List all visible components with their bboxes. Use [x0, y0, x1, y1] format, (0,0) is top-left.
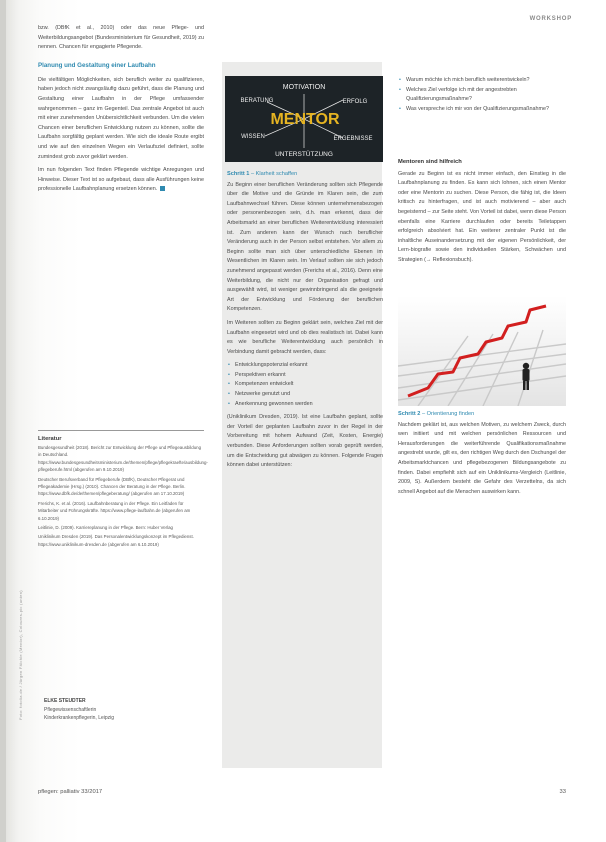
question-list	[398, 76, 564, 118]
list-item: • Kompetenzen entwickelt	[235, 380, 383, 390]
end-mark-icon	[160, 186, 165, 191]
column-3-lower	[398, 410, 566, 501]
step-title: – Klarheit schaffen	[249, 171, 298, 177]
bullet-list	[398, 76, 564, 114]
mentor-chalkboard-image	[225, 76, 383, 162]
body-paragraph: Im nun folgenden Text finden Pflegende wichtige Anregungen und Hinweise. Dieser Text ist so aufgebaut, dass alle Ausführungen keine professionelle Laufbahnplanung ersetzen können.	[38, 167, 204, 193]
list-item: • Was verspreche ich mir von der Qualifizierungsmaßnahme?	[406, 105, 564, 115]
list-item: • Entwicklungspotenzial erkannt	[235, 361, 383, 371]
chalk-word: BERATUNG	[240, 98, 274, 104]
body-paragraph: Zu Beginn einer beruflichen Veränderung sollten sich Pflegende über die Motive und die Gründe im Klaren sein, die zum Laufbahnwechsel führen. Diese können unternehmensbezogen oder personenbezogen sein, d.h. man erkennt, dass der Arbeitsmarkt an einer beruflichen Weiterentwicklung interessiert ist. Zum anderen kann der Wunsch nach beruflicher Veränderung auch in der Person selbst entstehen. Vor allem zu Beginn sollte man sich über unterschiedliche Ebenen im Wesentlichen im Klaren sein. Im Verlauf sollten sie sich jedoch zunehmend angepasst werden (Frerichs et al., 2016). Denn eine Weiterbildung, die nicht nur der Organisation gefragt und ausgewählt wird, ist weniger gewinnbringend als die geeignete Art der Entwicklung und Förderung der beruflichen Kompetenzen.	[227, 181, 383, 313]
chalk-word: UNTERSTÜTZUNG	[275, 151, 333, 158]
chalk-word-center: MENTOR	[270, 111, 340, 128]
photo-credit: Foto: fotolia.de / Jürgen Fälchle (Mentor), Coloures-pic (unten)	[18, 590, 23, 720]
body-paragraph: Die vielfältigen Möglichkeiten, sich beruflich weiter zu qualifizieren, haben jedoch nicht zwangsläufig dazu geführt, dass die Planung und Gestaltung einer Laufbahn in der Pflege umfassender wahrgenommen – ganz im Gegenteil. Das zentrale Angebot ist auch mit einer zunehmenden Unübersichtlichkeit verbunden. Um die vielen Chancen einer beruflichen Entwicklung nutzen zu können, sollte die Laufbahn sorgfältig geplant werden. Wie sich die ideale Route ergibt und wie auf den einzelnen Wegen ein Verlaufsziel definiert, sollte zumindest grob zuvor geklärt werden.	[38, 76, 204, 160]
chalk-word: ERGEBNISSE	[333, 136, 373, 142]
step-label: Schritt 2	[398, 411, 421, 417]
literature-heading: Literatur	[38, 436, 62, 442]
body-paragraph: Im Weiteren sollten zu Beginn geklärt sein, welches Ziel mit der Laufbahn eingesetzt wird und ob dies realistisch ist. Dabei kann es wie berufliche Weiterentwicklung auch persönlich in Verbindung damit gebracht werden, dass:	[227, 319, 383, 355]
chalk-word: ERFOLG	[342, 99, 368, 105]
author-name: ELKE STEUDTER	[44, 698, 86, 704]
divider	[38, 430, 204, 431]
section-heading: Mentoren sind hilfreich	[398, 159, 462, 165]
literature-entry: Uniklinikum Dresden (2019). Das Personalentwicklungskonzept im Pflegedienst. https://www.uniklinikum-dresden.de (abgerufen am 6.10.2019)	[38, 534, 194, 547]
literature-entry: Frerichs, K. et al. (2016). Laufbahnberatung in der Pflege. Ein Leitfaden für Mitarbeiter und Führungskräfte. https://www.pflege-laufbahn.de (abgerufen am 6.10.2019)	[38, 500, 191, 521]
step-label: Schritt 1	[227, 171, 250, 177]
list-item: • Perspektiven erkannt	[235, 371, 383, 381]
section-heading: Planung und Gestaltung einer Laufbahn	[38, 61, 156, 69]
section-tag: WORKSHOP	[529, 16, 572, 22]
page-number: 33	[559, 789, 566, 795]
page-fold-shadow	[0, 0, 6, 842]
chalkboard-illustration	[225, 76, 383, 162]
literature-box	[38, 436, 208, 550]
column-3	[398, 152, 566, 270]
labyrinth-image	[398, 296, 566, 406]
chalk-word: MOTIVATION	[282, 84, 326, 91]
column-2	[227, 170, 383, 475]
list-item: • Warum möchte ich mich beruflich weiterentwickeln?	[406, 76, 564, 86]
list-item: • Anerkennung gewonnen werden	[235, 400, 383, 410]
step-title: – Orientierung finden	[420, 411, 475, 417]
literature-entry: Deutscher Berufsverband für Pflegeberufe (DBfK), Deutscher Pflegerat und Pflegeakademie (Hrsg.) (2010). Chancen der Beratung in der Pflege. Berlin. https://www.dbfk.de/de/themen/pflegeberatung/ (abgerufen am 17.10.2019)	[38, 476, 186, 497]
step-heading	[227, 170, 383, 180]
labyrinth-illustration	[398, 296, 566, 406]
chalk-word: WISSEN	[241, 134, 265, 140]
column-1	[38, 24, 204, 199]
author-box	[44, 697, 194, 723]
body-paragraph: Gerade zu Beginn ist es nicht immer einfach, den Einstieg in die Laufbahnplanung zu finden. Es kann sich lohnen, sich einen Mentor oder eine Mentorin zu suchen. Diese Person, die fähig ist, die Ideen kritisch zu hinterfragen, und ist auch motivierend – aber auch begeisternd – zur Seite steht. Von Vorteil ist dabei, wenn diese Person ebenfalls eine Karriere durchlaufen oder bereits Teiletappen erfolgreich absolviert hat. Ein weiterer zentraler Punkt ist die inhaltliche Auseinandersetzung mit der eigenen Persönlichkeit, der Lern-biografie sowie den individuellen Stärken, Schwächen und Strategien (→ Reflexionsbuch).	[398, 170, 566, 263]
body-paragraph: Nachdem geklärt ist, aus welchen Motiven, zu welchem Zweck, durch wen initiiert und mit welchen persönlichen Ressourcen und Herausforderungen die weiterführende Qualifikationsmaßnahme angestrebt wurde, gilt es, den richtigen Weg durch den Dschungel der Arbeitsmarktchancen und pflegebezogenen Bildungsangebote zu finden. Dabei empfiehlt sich auf ein Uniklinikums-Vergleich (Leitlinie, 2009, S). Außerdem besteht die Gefahr des Verzettelns, da sich schnell Angebot auf die Menschen auswirken kann.	[398, 421, 566, 495]
author-line: Kinderkrankenpflegerin, Leipzig	[44, 715, 115, 722]
author-line: Pflegewissenschaftlerin	[44, 706, 97, 713]
list-item: • Welches Ziel verfolge ich mit der angestrebten Qualifizierungsmaßnahme?	[406, 86, 564, 105]
bullet-list	[227, 361, 383, 409]
footer-journal: pflegen: palliativ 33/2017	[38, 789, 103, 795]
intro-paragraph: bzw. (DBfK et al., 2010) oder das neue Pflege- und Weiterbildungsangebot (Bundesministerium für Gesundheit, 2019) zu nennen. Chancen für engagierte Pflegende.	[38, 25, 204, 51]
step-heading	[398, 410, 566, 420]
literature-entry: Bundesgesundheit (2018). Bericht zur Entwicklung der Pflege und Pflegeausbildung in Deutschland. https://www.bundesgesundheitsministerium.de/themen/pflege/pflegekraefte/ausbildung-pflegeberufe.html (abgerufen am 9.10.2019)	[38, 445, 208, 473]
body-paragraph: (Uniklinikum Dresden, 2019). Ist eine Laufbahn geplant, sollte der Vorteil der geplanten Laufbahn zuvor in der Regel in der Vorbereitung mit hohem Aufwand (Zeit, Kosten, Energie) verbunden. Diese Anforderungen sollten vorab geprüft werden, um die Entscheidung gut abwägen zu können. Folgende Fragen können dabei unterstützen:	[227, 414, 383, 469]
literature-entry: Leitlinie, D. (2009). Karriereplanung in der Pflege. Bern: Huber Verlag	[38, 525, 173, 531]
list-item: • Netzwerke genutzt und	[235, 390, 383, 400]
